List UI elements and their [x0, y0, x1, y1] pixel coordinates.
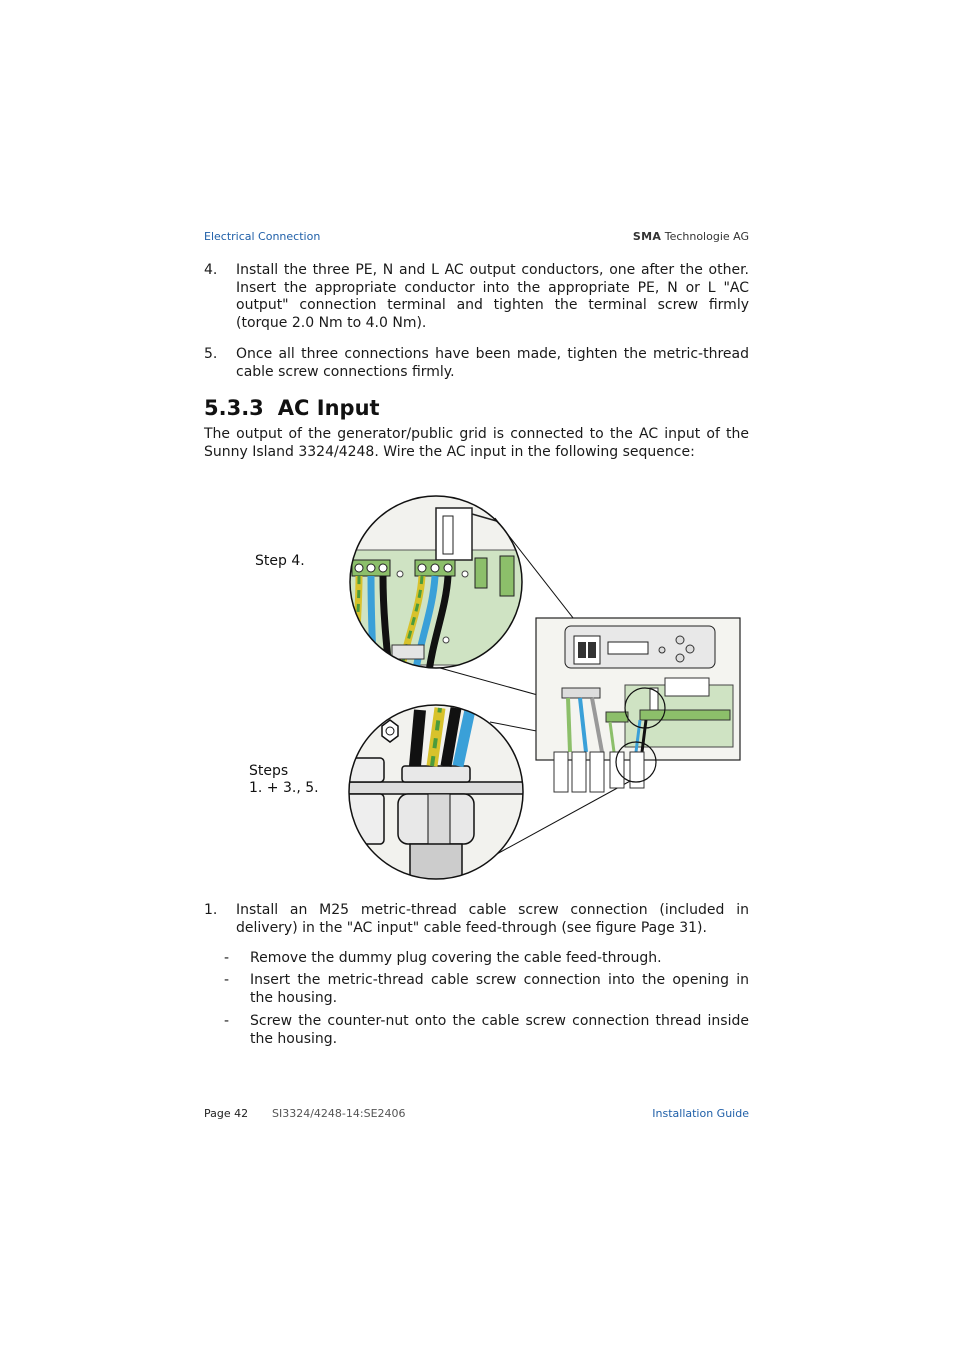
dash-bullet: - [224, 1013, 230, 1029]
figure-label-steps-1: Steps [249, 763, 289, 779]
running-header-company [633, 230, 749, 243]
sunny-island-device [536, 618, 740, 792]
step-text: Install the three PE, N and L AC output conductors, one after the other. Insert the appropriate conductor into the appropriate PE, N or L "AC output" connection terminal and tighten the terminal screw firmly (torque 2.0 Nm to 4.0 Nm). [236, 262, 749, 331]
step-1 [204, 902, 749, 937]
step-text: Install an M25 metric-thread cable screw connection (included in delivery) in the "AC input" cable feed-through (see figure Page 31). [236, 902, 749, 936]
substep-text: Screw the counter-nut onto the cable screw connection thread inside the housing. [250, 1013, 749, 1047]
substep [224, 950, 749, 968]
running-header-section: Electrical Connection [204, 230, 321, 243]
document-id: SI3324/4248-14:SE2406 [272, 1107, 406, 1120]
ac-input-wiring-figure [340, 490, 760, 885]
substep [224, 1013, 749, 1048]
step-number: 4. [204, 262, 218, 278]
zoom-circle-cable-gland [340, 700, 540, 885]
section-title: AC Input [277, 396, 380, 420]
figure-label-steps-2: 1. + 3., 5. [249, 780, 319, 796]
footer-guide-title: Installation Guide [652, 1107, 749, 1120]
company-brand: SMA [632, 230, 662, 243]
step-number: 5. [204, 346, 218, 362]
substep [224, 972, 749, 1007]
section-number: 5.3.3 [204, 396, 264, 420]
page-number: Page 42 [204, 1107, 249, 1120]
step-number: 1. [204, 902, 218, 918]
dash-bullet: - [224, 950, 230, 966]
step-5 [204, 346, 749, 381]
section-heading [204, 396, 380, 420]
substep-text: Remove the dummy plug covering the cable feed-through. [250, 950, 662, 966]
section-intro: The output of the generator/public grid is connected to the AC input of the Sunny Island 3324/4248. Wire the AC input in the following sequence: [204, 426, 749, 460]
substep-text: Insert the metric-thread cable screw connection into the opening in the housing. [250, 972, 749, 1006]
figure-label-step4: Step 4. [255, 553, 305, 569]
step-text: Once all three connections have been made, tighten the metric-thread cable screw connections firmly. [236, 346, 749, 380]
zoom-circle-terminals [340, 490, 540, 690]
step-4 [204, 262, 749, 332]
dash-bullet: - [224, 972, 230, 988]
company-name: Technologie AG [661, 230, 749, 243]
